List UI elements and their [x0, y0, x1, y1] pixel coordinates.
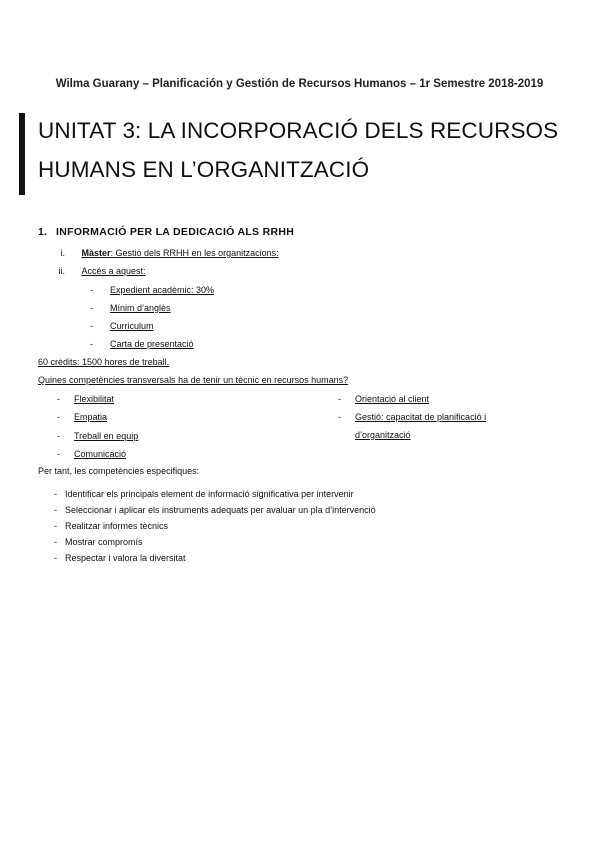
page-title-line-2: HUMANS EN L’ORGANITZACIÓ: [38, 157, 370, 182]
list-item-text: Realitzar informes tècnics: [65, 521, 169, 531]
roman-item-text: [82, 248, 279, 258]
list-item-text: Empatia: [74, 412, 108, 422]
dash-marker: -: [54, 553, 57, 563]
list-item-text: Carta de presentació: [110, 339, 194, 349]
list-item-text: Treball en equip: [74, 431, 139, 441]
dash-marker: -: [54, 489, 57, 499]
list-item-text: Flexibilitat: [74, 394, 115, 404]
list-item: [54, 505, 376, 515]
section-heading-text: INFORMACIÓ PER LA DEDICACIÓ ALS RRHH: [56, 226, 295, 238]
dash-marker: -: [90, 321, 93, 331]
roman-item-1: [45, 248, 279, 258]
list-item: [54, 537, 143, 547]
dash-marker: -: [57, 449, 60, 459]
dash-marker: -: [54, 521, 57, 531]
roman-marker: ii.: [58, 266, 65, 276]
list-item: [57, 412, 107, 422]
specific-intro: Per tant, les competències especifiques:: [38, 466, 200, 476]
roman-item-rest: : Gestió dels RRHH en les organitzacions:: [110, 248, 279, 258]
title-accent-bar: [19, 113, 25, 195]
credits-line: 60 crèdits: 1500 hores de treball.: [38, 357, 170, 367]
section-number: 1.: [38, 226, 48, 238]
list-item-continuation: d’organització: [355, 430, 411, 440]
dash-marker: -: [90, 303, 93, 313]
dash-marker: -: [54, 505, 57, 515]
dash-marker: -: [57, 431, 60, 441]
list-item: [54, 521, 168, 531]
list-item-text: Respectar i valora la diversitat: [65, 553, 186, 563]
list-item: [57, 449, 126, 459]
list-item: [90, 303, 171, 313]
list-item-text: Seleccionar i aplicar els instruments adequats per avaluar un pla d’intervenció: [65, 505, 376, 515]
list-item-text: Orientació al client: [355, 394, 430, 404]
document-header: Wilma Guarany – Planificación y Gestión de Recursos Humanos – 1r Semestre 2018-2019: [55, 78, 544, 90]
list-item: [90, 339, 194, 349]
list-item-text: Mínim d’anglès: [110, 303, 171, 313]
list-item-text: Comunicació: [74, 449, 127, 459]
list-item: [90, 285, 214, 295]
dash-marker: -: [57, 394, 60, 404]
list-item: [338, 412, 486, 422]
dash-marker: -: [90, 339, 93, 349]
section-heading: [38, 226, 294, 238]
roman-item-text: Accés a aquest:: [81, 266, 146, 276]
list-item: [57, 394, 114, 404]
list-item: [54, 489, 354, 499]
list-item: [57, 431, 138, 441]
dash-marker: -: [338, 394, 341, 404]
list-item-text: Gestió: capacitat de planificació i: [355, 412, 487, 422]
page-title-line-1: UNITAT 3: LA INCORPORACIÓ DELS RECURSOS: [38, 118, 559, 143]
dash-marker: -: [54, 537, 57, 547]
list-item-text: Identificar els principals element de informació significativa per intervenir: [65, 489, 354, 499]
list-item: [54, 553, 186, 563]
list-item: [90, 321, 154, 331]
list-item-text: Expedient acadèmic: 30%: [110, 285, 215, 295]
dash-marker: -: [90, 285, 93, 295]
dash-marker: -: [57, 412, 60, 422]
list-item: [338, 394, 429, 404]
roman-item-2: [45, 266, 146, 276]
roman-item-label: Màster: [81, 248, 111, 258]
dash-marker: -: [338, 412, 341, 422]
roman-marker: i.: [60, 248, 65, 258]
list-item-text: Mostrar compromís: [65, 537, 143, 547]
list-item-text: Curriculum: [110, 321, 154, 331]
question-line: Quines competències transversals ha de tenir un tècnic en recursos humans?: [38, 375, 349, 385]
